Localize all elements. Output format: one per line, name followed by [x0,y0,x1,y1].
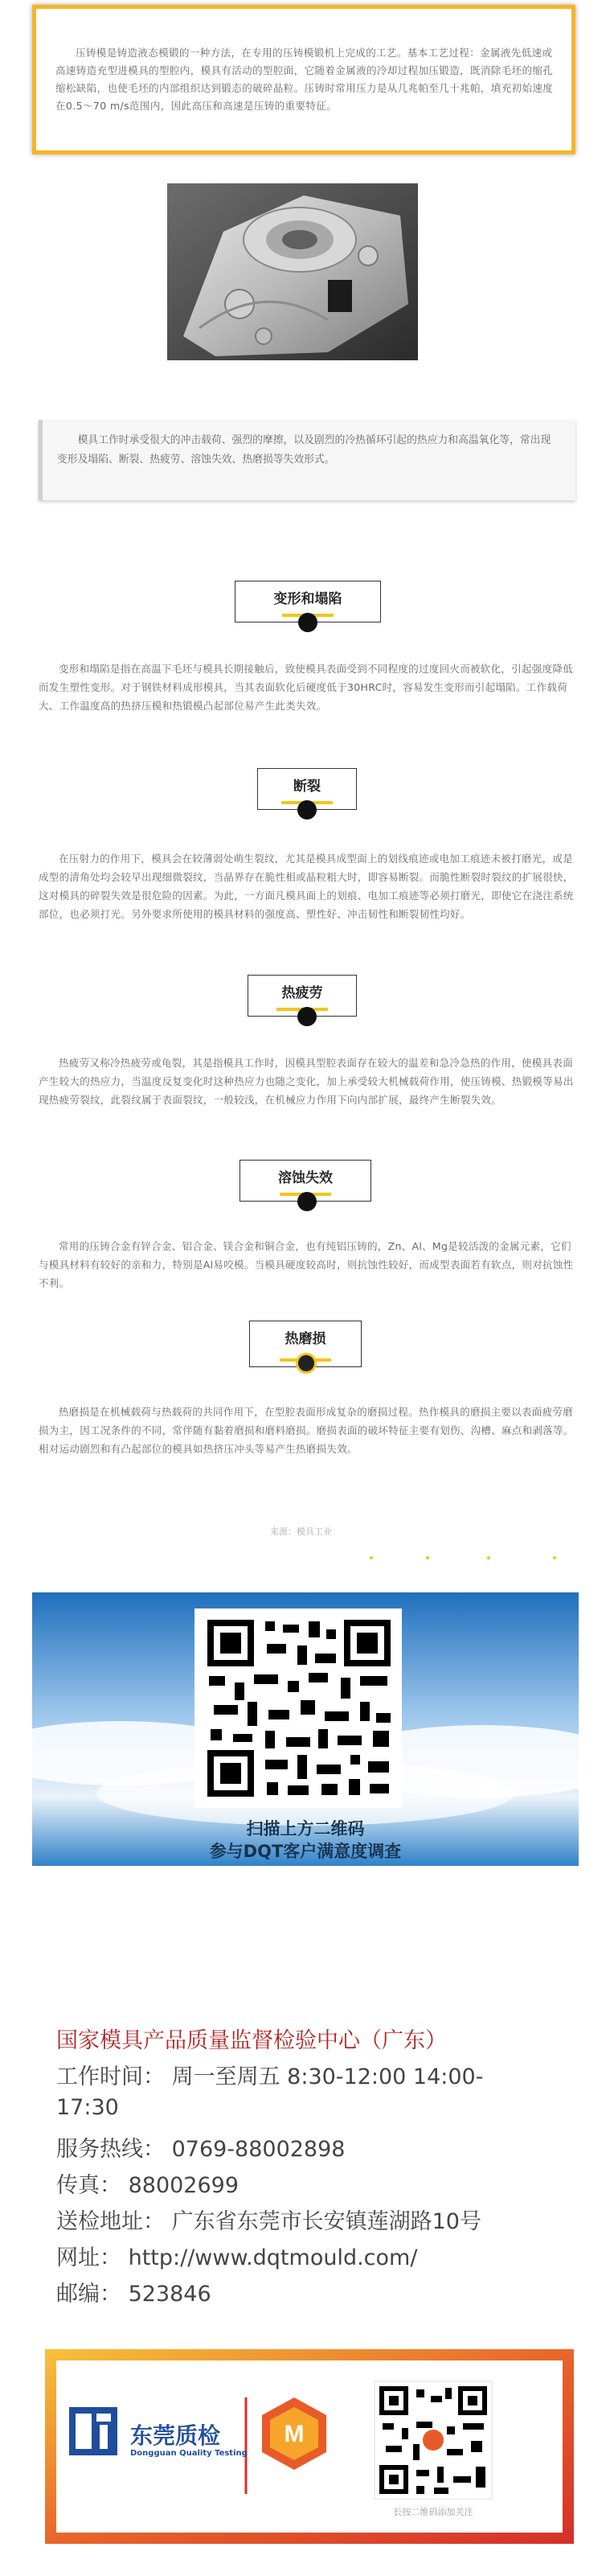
section-marker-dot [297,1192,317,1211]
org-name: 国家模具产品质量监督检验中心（广东） [56,2028,447,2053]
intro-text: 压铸模是铸造液态模锻的一种方法，在专用的压铸模锻机上完成的工艺。基本工艺过程：金属液先低速或高速铸造充型进模具的型腔内，模具有活动的型腔面，它随着金属液的冷却过程加压锻造，既消除毛坯的缩孔缩松缺陷，也使毛坯的内部组织达到锻态的破碎晶粒。压铸时常用压力是从几兆帕至几十兆帕，填充初始速度在0.5～70 m/s范围内，因此高压和高速是压铸的重要特征。 [55,47,554,112]
section-title-thermal-wear: 热磨损 [249,1321,362,1367]
working-hours-cont: 17:30 [56,2095,119,2120]
footer-brand-banner [45,2349,574,2544]
section-text-erosion: 常用的压铸合金有锌合金、铝合金、镁合金和铜合金，也有纯铝压铸的，Zn、Al、Mg是较活泼的金属元素，它们与模具材料有较好的亲和力，特别是Al易咬模。当模具硬度较高时，则抗蚀性较好，而成型表面若有软点，则对抗蚀性不利。 [39,1240,574,1289]
decor-dot [487,1556,490,1559]
qr-code-icon [204,1617,394,1800]
section-text-thermal-wear: 热磨损是在机械载荷与热载荷的共同作用下，在型腔表面形成复杂的磨损过程。热作模具的磨损主要以表面疲劳磨损为主，因工况条件的不同，常伴随有黏着磨损和磨料磨损。磨损表面的破坏特征主要有划伤、沟槽、麻点和剥落等。相对运动剧烈和有凸起部位的模具如热挤压冲头等易产生热磨损失效。 [39,1406,574,1455]
section-marker-dot [297,800,317,820]
summary-text: 模具工作时承受很大的冲击载荷、强烈的摩擦，以及剧烈的冷热循环引起的热应力和高温氧化等，常出现变形及塌陷、断裂、热疲劳、溶蚀失效、热磨损等失效形式。 [57,434,551,466]
brand-name-en: Dongguan Quality Testing [130,2449,248,2458]
section-text-thermal-fatigue: 热疲劳又称冷热疲劳或龟裂，其是指模具工作时，因模具型腔表面存在较大的温差和急冷急热的作用，使模具表面产生较大的热应力，当温度反复变化时这种热应力也随之变化，加上承受较大机械载荷作用，使压铸模、热锻模等易出现热疲劳裂纹，此裂纹属于表面裂纹，一般较浅，在机械应力作用下向内部扩展，最终产生断裂失效。 [39,1057,574,1106]
dqt-logo-icon [69,2407,117,2455]
website-link[interactable]: 网址： http://www.dqtmould.com/ [56,2245,418,2270]
section-title-deformation: 变形和塌陷 [235,581,381,622]
decor-dot [553,1556,556,1559]
survey-qr-banner [32,1592,579,1866]
section-marker-dot [297,1007,317,1026]
fax: 传真： 88002699 [56,2173,239,2198]
section-title-thermal-fatigue: 热疲劳 [248,975,357,1017]
intro-box [32,5,575,154]
section-text-fracture: 在压射力的作用下，模具会在较薄弱处萌生裂纹，尤其是模具成型面上的划线痕迹或电加工痕迹未被打磨光，或是成型的清角处均会较早出现细微裂纹，当晶界存在脆性相或晶粒粗大时，即容易断裂。而脆性断裂时裂纹的扩展很快，这对模具的碎裂失效是很危险的因素。为此，一方面凡模具面上的划痕、电加工痕迹等必须打磨光，即使它在浇注系统部位，也必须打光。另外要求所使用的模具材料的强度高、塑性好、冲击韧性和断裂韧性均好。 [39,853,574,920]
section-title-erosion: 溶蚀失效 [239,1160,371,1202]
die-cast-part-photo [167,183,418,360]
section-marker-dot [298,613,317,632]
decor-dot [370,1556,373,1559]
decor-dot [426,1556,429,1559]
service-hotline: 服务热线： 0769-88002898 [56,2137,346,2162]
postcode: 邮编： 523846 [56,2282,211,2307]
brand-name-cn: 东莞质检 [130,2422,221,2449]
qr-caption-line2: 参与DQT客户满意度调查 [209,1842,402,1861]
svg-text:M: M [284,2421,305,2447]
follow-caption: 长按二维码添加关注 [393,2507,473,2517]
section-text-deformation: 变形和塌陷是指在高温下毛坯与模具长期接触后，致使模具表面受到不同程度的过度回火而被软化，引起强度降低而发生塑性变形。对于钢铁材料成形模具，当其表面软化后硬度低于30HRC时，容易发生变形而引起塌陷。工作载荷大、工作温度高的热挤压模和热锻模凸起部位易产生此类失效。 [39,663,574,712]
summary-quote [39,420,575,500]
working-hours: 工作时间： 周一至周五 8:30-12:00 14:00- [56,2064,484,2089]
address: 送检地址： 广东省东莞市长安镇莲湖路10号 [56,2209,481,2234]
source-credit: 来源：模具工业 [270,1526,332,1537]
section-marker-dot [296,1353,317,1374]
qr-caption [32,1818,579,1863]
section-title-fracture: 断裂 [257,768,357,810]
qr-caption-line1: 扫描上方二维码 [246,1819,365,1839]
